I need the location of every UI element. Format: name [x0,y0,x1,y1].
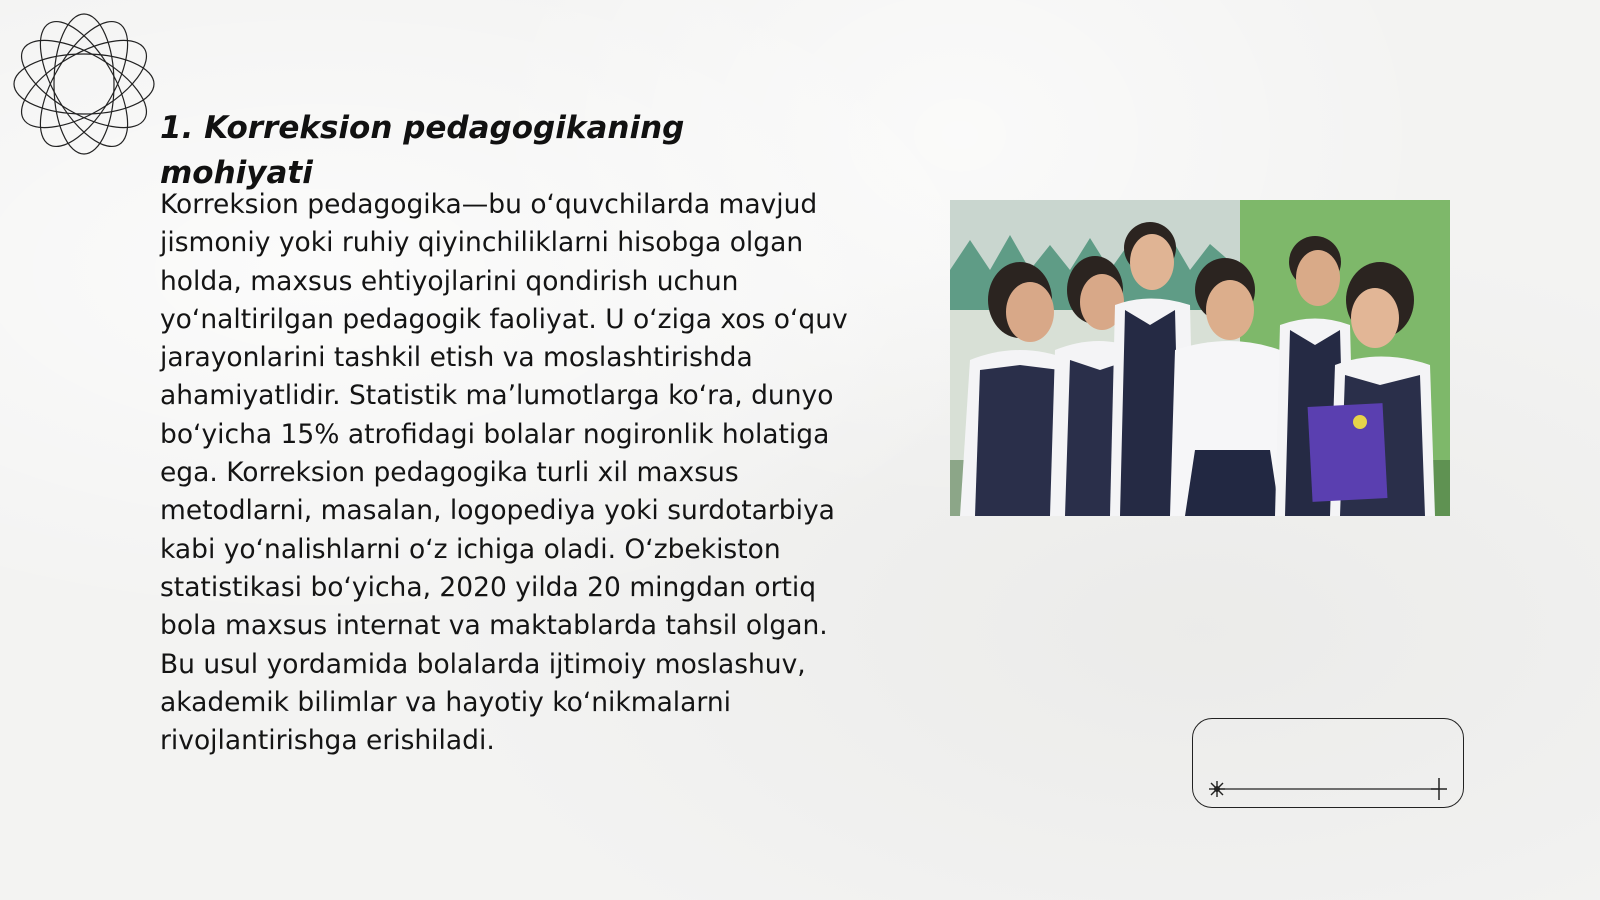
slide-body-text: Korreksion pedagogika—bu oʻquvchilarda mavjud jismoniy yoki ruhiy qiyinchiliklarni hisobga olgan holda, maxsus ehtiyojlarini qondirish uchun yoʻnaltirilgan pedagogik faoliyat. U oʻziga xos oʻquv jarayonlarini tashkil etish va moslashtirishda ahamiyatlidir. Statistik maʼlumotlarga koʻra, dunyo boʻyicha 15% atrofidagi bolalar nogironlik holatiga ega. Korreksion pedagogika turli xil maxsus metodlarni, masalan, logopediya yoki surdotarbiya kabi yoʻnalishlarni oʻz ichiga oladi. Oʻzbekiston statistikasi boʻyicha, 2020 yilda 20 mingdan ortiq bola maxsus internat va maktablarda tahsil olgan. Bu usul yordamida bolalarda ijtimoiy moslashuv, akademik bilimlar va hayotiy koʻnikmalarni rivojlantirishga erishiladi. [160,189,848,757]
star-cross-icon [1431,778,1447,800]
sparkle-icon [1209,781,1225,797]
slide-title: 1. Korreksion pedagogikaning mohiyati [160,110,685,191]
decorative-line-box [1192,718,1464,808]
students-photo [950,200,1450,516]
orbit-rings-icon [10,10,158,158]
